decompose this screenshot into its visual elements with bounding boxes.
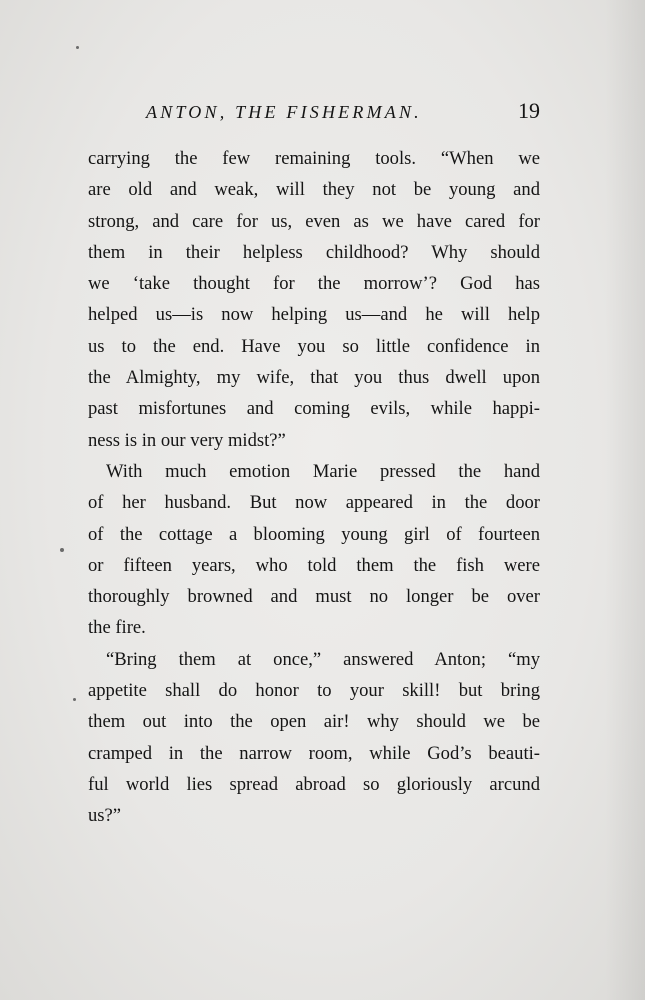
text-line: us to the end. Have you so little confidence in — [88, 335, 540, 357]
text-line: carrying the few remaining tools. “When we — [88, 148, 540, 169]
text-line: the Almighty, my wife, that you thus dwell upon — [88, 367, 540, 389]
text-line: With much emotion Marie pressed the hand — [106, 460, 540, 482]
text-line: the fire. — [88, 617, 146, 639]
body-text — [88, 143, 540, 832]
print-speck — [60, 548, 64, 552]
text-line: ful world lies spread abroad so gloriously arcund — [88, 773, 540, 795]
text-line: us?” — [88, 805, 122, 827]
print-speck — [73, 698, 76, 701]
text-line: cramped in the narrow room, while God’s beauti- — [88, 742, 540, 764]
text-line: them out into the open air! why should we be — [88, 711, 540, 733]
text-line: of her husband. But now appeared in the door — [88, 492, 540, 514]
text-line: are old and weak, will they not be young and — [88, 179, 540, 201]
print-speck — [76, 46, 79, 49]
page-number: 19 — [518, 98, 540, 123]
running-head — [88, 98, 540, 132]
text-line: helped us—is now helping us—and he will help — [88, 304, 540, 326]
text-line: strong, and care for us, even as we have cared for — [88, 210, 540, 232]
text-line: “Bring them at once,” answered Anton; “my — [106, 648, 540, 670]
text-line: or fifteen years, who told them the fish were — [88, 554, 540, 576]
text-line: thoroughly browned and must no longer be over — [88, 586, 540, 608]
text-line: them in their helpless childhood? Why should — [88, 241, 540, 263]
text-line: appetite shall do honor to your skill! but bring — [88, 680, 540, 702]
text-line: we ‘take thought for the morrow’? God has — [88, 273, 540, 295]
text-line: past misfortunes and coming evils, while happi- — [88, 398, 540, 420]
running-title: ANTON, THE FISHERMAN. — [146, 102, 422, 122]
text-line: ness is in our very midst?” — [88, 429, 286, 451]
text-line: of the cottage a blooming young girl of fourteen — [88, 523, 540, 545]
page-edge-shadow — [605, 0, 645, 1000]
